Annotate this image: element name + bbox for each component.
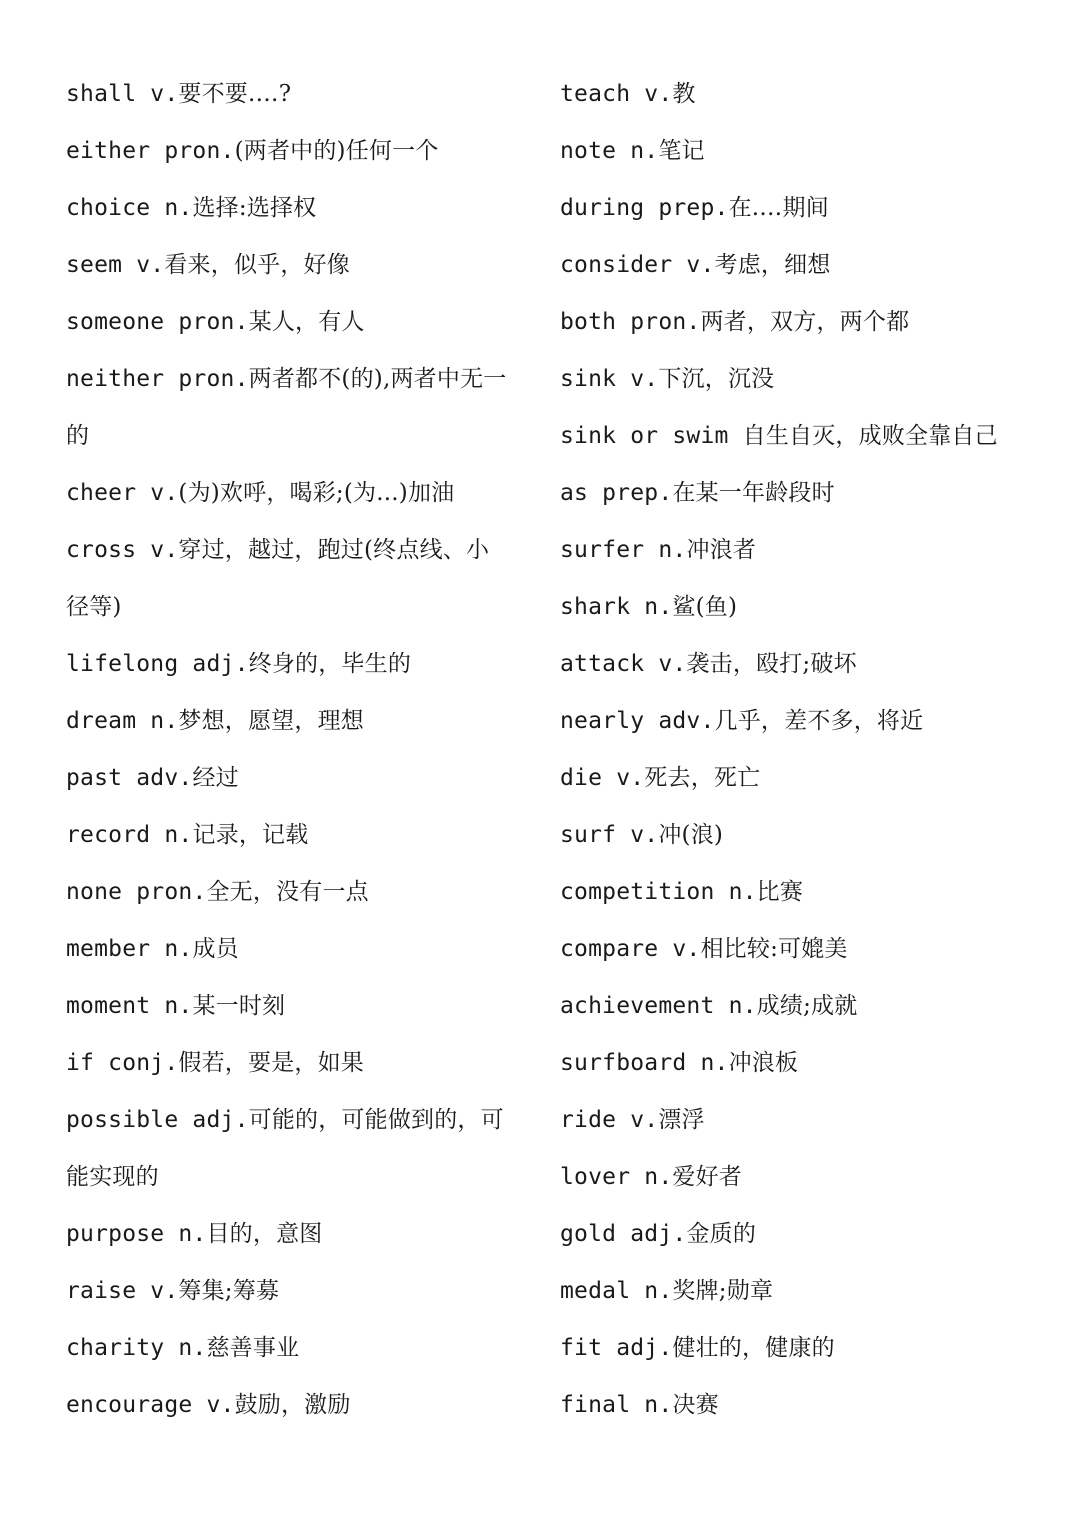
vocab-definition: 漂浮 [658,1107,705,1133]
vocab-definition: 可能的，可能做到的，可 [248,1107,504,1133]
vocab-word: choice n. [66,195,193,221]
vocab-definition: 经过 [192,765,239,791]
vocab-definition: 的 [66,423,90,449]
vocab-definition: 在.…期间 [728,195,829,221]
vocab-entry [560,921,1040,978]
left-vocab-column [66,66,536,1434]
vocab-entry [560,351,1040,408]
vocab-entry [66,180,536,237]
vocab-definition: 要不要.…? [178,81,292,107]
vocab-definition: 成员 [192,936,239,962]
vocab-definition: 径等) [66,594,122,620]
vocab-word: someone pron. [66,309,249,335]
vocab-entry [560,1263,1040,1320]
vocab-entry [66,807,536,864]
vocab-entry [66,1092,536,1149]
vocab-definition: (两者中的)任何一个 [234,138,439,164]
vocab-word: die v. [560,765,645,791]
vocab-word: cross v. [66,537,179,563]
vocab-definition: 冲浪者 [686,537,757,563]
vocab-definition: 几乎，差不多，将近 [714,708,924,734]
vocab-entry [66,636,536,693]
vocab-entry [66,66,536,123]
vocab-entry [66,1149,536,1206]
vocab-word: shark n. [560,594,673,620]
vocab-definition: 爱好者 [672,1164,742,1190]
vocab-word: moment n. [66,993,193,1019]
vocab-word: surfboard n. [560,1050,729,1076]
vocab-definition: 成绩;成就 [756,993,858,1019]
vocab-entry [560,180,1040,237]
right-vocab-column [560,66,1040,1434]
vocab-definition: 考虑，细想 [714,252,831,278]
vocab-entry [66,1377,536,1434]
vocab-entry [66,237,536,294]
vocab-definition: 终身的，毕生的 [248,651,412,677]
vocab-word: record n. [66,822,193,848]
vocab-definition: 比赛 [756,879,804,905]
vocab-definition: 冲浪板 [728,1050,799,1076]
vocab-word: surfer n. [560,537,687,563]
vocab-word: neither pron. [66,366,249,392]
vocab-entry [66,579,536,636]
vocab-definition: 教 [672,81,696,107]
vocab-word: fit adj. [560,1335,673,1361]
vocab-word: compare v. [560,936,701,962]
vocab-word: nearly adv. [560,708,715,734]
vocab-definition: 某人，有人 [248,309,365,335]
vocab-word: sink v. [560,366,659,392]
vocab-word: ride v. [560,1107,659,1133]
vocab-entry [560,522,1040,579]
vocab-entry [66,978,536,1035]
vocab-entry [560,978,1040,1035]
vocab-word: gold adj. [560,1221,687,1247]
vocab-definition: 奖牌;勋章 [672,1278,774,1304]
vocab-definition: 两者，双方，两个都 [700,309,910,335]
vocab-word: surf v. [560,822,659,848]
vocab-word: member n. [66,936,193,962]
vocab-entry [66,693,536,750]
vocab-word: teach v. [560,81,673,107]
vocab-word: consider v. [560,252,715,278]
vocab-definition: 看来，似乎，好像 [164,252,350,278]
vocab-entry [66,123,536,180]
vocab-definition: 两者都不(的),两者中无一 [248,366,507,392]
vocab-word: charity n. [66,1335,207,1361]
vocab-word: sink or swim [560,423,743,449]
vocab-definition: 目的，意图 [206,1221,323,1247]
vocab-definition: (为)欢呼，喝彩;(为...)加油 [178,480,455,506]
vocab-entry [560,465,1040,522]
vocab-definition: 假若，要是，如果 [178,1050,364,1076]
vocab-definition: 决赛 [672,1392,719,1418]
vocab-word: achievement n. [560,993,757,1019]
vocab-word: none pron. [66,879,207,905]
vocab-definition: 自生自灭，成败全靠自己 [742,423,998,449]
vocab-word: raise v. [66,1278,179,1304]
vocab-definition: 在某一年龄段时 [672,480,835,506]
vocab-word: medal n. [560,1278,673,1304]
vocab-entry [560,123,1040,180]
vocab-definition: 能实现的 [66,1164,159,1190]
vocab-entry [66,750,536,807]
vocab-definition: 选择:选择权 [192,195,317,221]
vocab-entry [66,1206,536,1263]
vocab-entry [66,864,536,921]
vocab-entry [560,66,1040,123]
vocab-word: purpose n. [66,1221,207,1247]
vocab-definition: 袭击，殴打;破坏 [686,651,857,677]
vocab-entry [560,408,1040,465]
vocab-definition: 慈善事业 [206,1335,300,1361]
vocab-definition: 全无，没有一点 [206,879,369,905]
vocab-word: as prep. [560,480,673,506]
vocab-entry [560,579,1040,636]
vocab-entry [66,465,536,522]
vocab-definition: 笔记 [658,138,705,164]
vocab-definition: 穿过，越过，跑过(终点线、小 [178,537,490,563]
vocab-definition: 记录，记载 [192,822,309,848]
vocab-word: possible adj. [66,1107,249,1133]
vocab-word: competition n. [560,879,757,905]
vocab-word: lover n. [560,1164,673,1190]
vocab-definition: 鼓励，激励 [234,1392,351,1418]
vocab-entry [560,1320,1040,1377]
vocab-entry [560,1377,1040,1434]
vocab-definition: 健壮的，健康的 [672,1335,835,1361]
vocab-definition: 筹集;筹募 [178,1278,280,1304]
vocab-entry [66,921,536,978]
vocab-definition: 鲨(鱼) [672,594,738,620]
vocab-entry [66,1320,536,1377]
vocab-word: note n. [560,138,659,164]
vocab-word: encourage v. [66,1392,235,1418]
vocab-definition: 梦想，愿望，理想 [178,708,364,734]
vocab-definition: 下沉，沉没 [658,366,775,392]
vocab-definition: 死去，死亡 [644,765,761,791]
vocab-entry [560,864,1040,921]
vocab-word: seem v. [66,252,165,278]
vocab-entry [66,1263,536,1320]
vocab-entry [560,1206,1040,1263]
vocab-entry [560,750,1040,807]
vocab-entry [66,1035,536,1092]
vocab-word: cheer v. [66,480,179,506]
vocab-entry [560,693,1040,750]
vocab-word: both pron. [560,309,701,335]
vocab-entry [560,1035,1040,1092]
vocab-word: dream n. [66,708,179,734]
vocab-word: attack v. [560,651,687,677]
vocab-word: final n. [560,1392,673,1418]
vocab-definition: 相比较:可媲美 [700,936,848,962]
vocab-entry [560,237,1040,294]
vocab-entry [66,522,536,579]
vocab-entry [560,294,1040,351]
vocab-entry [560,807,1040,864]
vocab-word: past adv. [66,765,193,791]
vocab-entry [560,1092,1040,1149]
vocab-word: during prep. [560,195,729,221]
vocab-definition: 冲(浪) [658,822,724,848]
vocab-entry [66,408,536,465]
vocab-entry [66,294,536,351]
vocab-definition: 某一时刻 [192,993,286,1019]
vocab-word: if conj. [66,1050,179,1076]
vocab-entry [66,351,536,408]
vocab-definition: 金质的 [686,1221,757,1247]
vocab-entry [560,1149,1040,1206]
vocab-entry [560,636,1040,693]
vocab-word: either pron. [66,138,235,164]
vocab-word: lifelong adj. [66,651,249,677]
vocab-word: shall v. [66,81,179,107]
